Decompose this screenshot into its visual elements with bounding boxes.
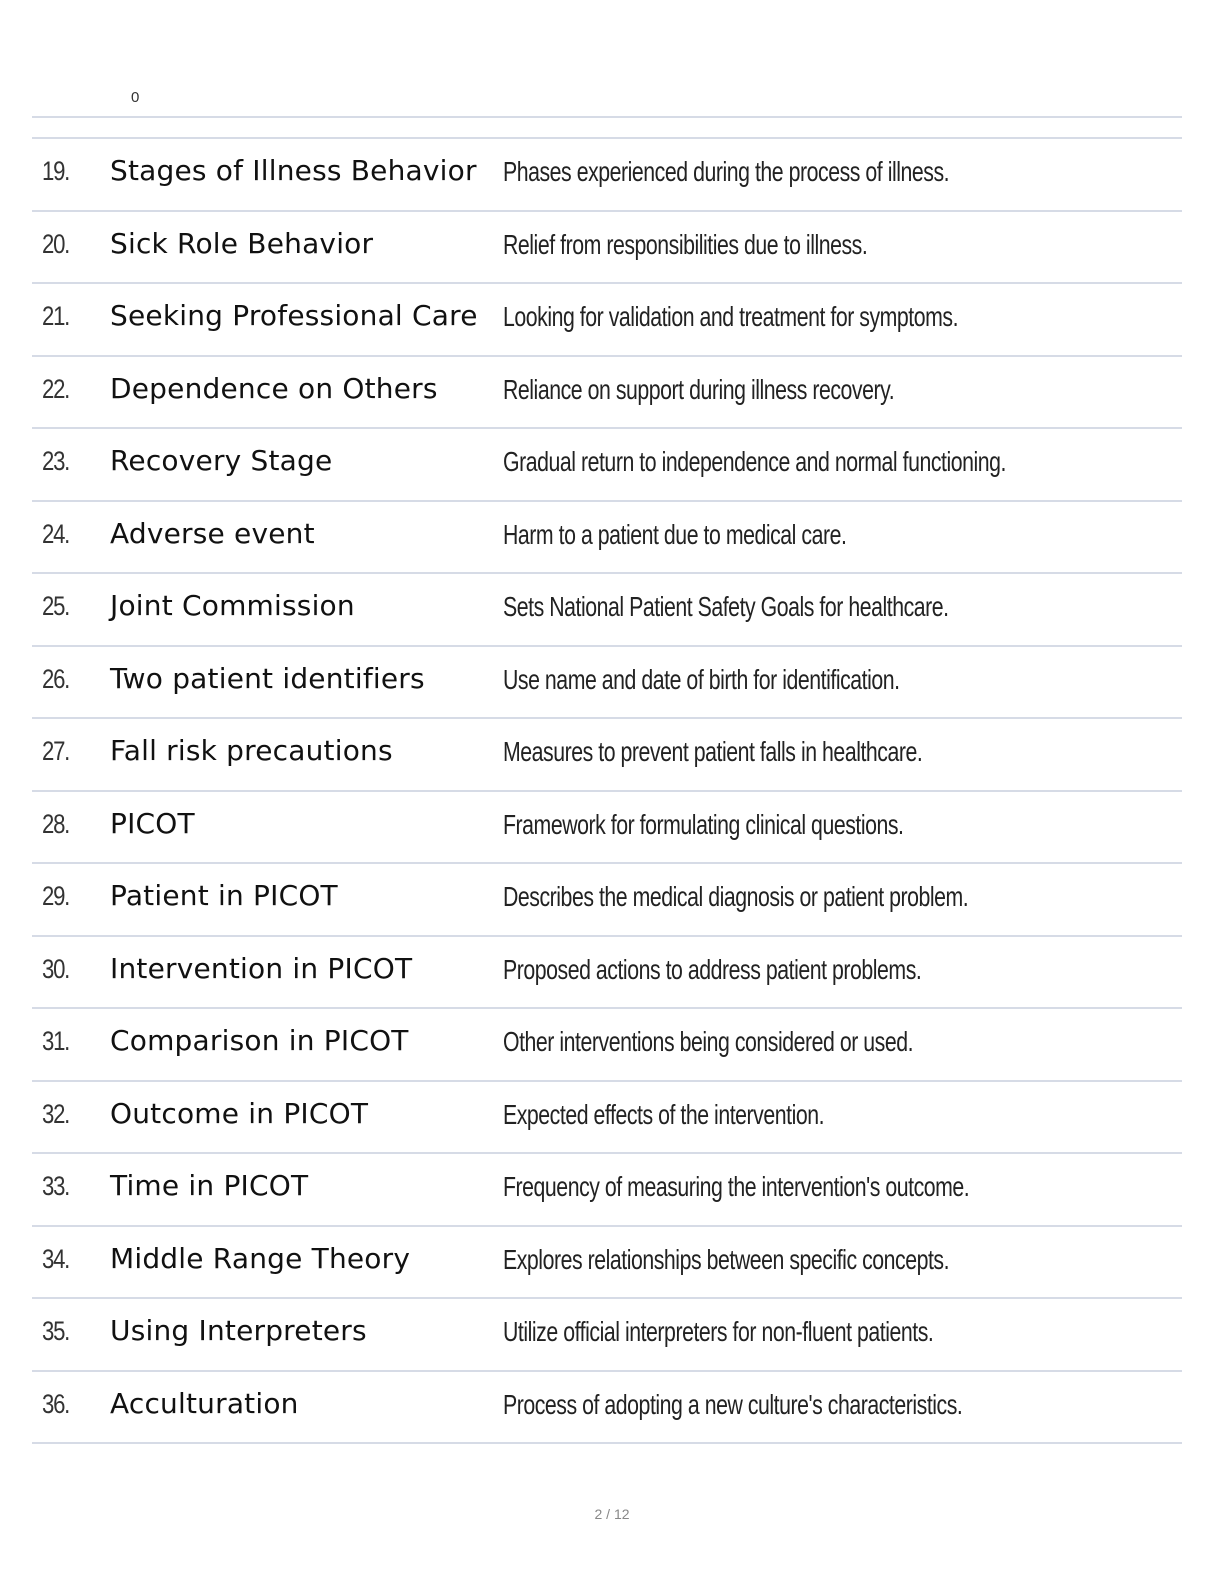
table-row [32,1154,1182,1227]
row-term: Outcome in PICOT [110,1096,369,1130]
header-marker: 0 [131,89,140,106]
row-number: 35. [42,1316,70,1346]
row-definition: Sets National Patient Safety Goals for healthcare. [503,591,949,622]
row-term: Comparison in PICOT [110,1024,409,1057]
row-number: 25. [42,591,70,621]
table-row [32,212,1182,285]
row-number: 26. [42,663,70,694]
table-row [32,1299,1182,1372]
table-row [32,502,1182,575]
row-number: 19. [42,156,70,186]
row-number: 30. [42,953,70,984]
row-number: 32. [42,1098,70,1129]
row-definition: Looking for validation and treatment for symptoms. [503,301,959,332]
row-term: Patient in PICOT [110,879,338,912]
row-definition: Relief from responsibilities due to illness. [503,228,868,260]
row-term: Acculturation [110,1386,299,1420]
table-row [32,1227,1182,1300]
row-term: Two patient identifiers [110,661,425,695]
row-term: Recovery Stage [110,444,333,477]
row-definition: Expected effects of the intervention. [503,1098,825,1130]
row-term: Sick Role Behavior [110,226,374,260]
table-row [32,647,1182,720]
row-definition: Other interventions being considered or used. [503,1026,914,1057]
row-term: Stages of Illness Behavior [110,154,477,187]
row-number: 34. [42,1243,70,1274]
row-number: 23. [42,446,70,476]
row-term: Adverse event [110,516,315,550]
row-term: Seeking Professional Care [110,299,478,332]
row-definition: Measures to prevent patient falls in healthcare. [503,736,923,767]
table-row [32,937,1182,1010]
row-term: Using Interpreters [110,1314,367,1347]
row-term: Dependence on Others [110,371,438,405]
row-definition: Proposed actions to address patient problems. [503,953,922,985]
row-definition: Reliance on support during illness recovery. [503,373,895,405]
table-row [32,574,1182,647]
row-number: 29. [42,881,70,911]
row-number: 27. [42,736,70,766]
header-divider [32,116,1182,118]
row-term: PICOT [110,806,195,840]
table-row [32,864,1182,937]
row-definition: Phases experienced during the process of illness. [503,156,950,187]
row-definition: Gradual return to independence and normal functioning. [503,446,1007,477]
row-definition: Framework for formulating clinical questions. [503,808,904,840]
row-number: 20. [42,228,70,259]
table-row [32,719,1182,792]
row-number: 31. [42,1026,70,1056]
table-row [32,1082,1182,1155]
row-number: 24. [42,518,70,549]
row-term: Middle Range Theory [110,1241,411,1275]
table-row [32,357,1182,430]
table-row [32,139,1182,212]
row-number: 36. [42,1388,70,1419]
row-definition: Frequency of measuring the intervention's outcome. [503,1171,970,1202]
row-definition: Explores relationships between specific concepts. [503,1243,950,1275]
table-row [32,284,1182,357]
table-row [32,1372,1182,1445]
row-definition: Utilize official interpreters for non-fluent patients. [503,1316,934,1347]
table-row [32,1009,1182,1082]
row-definition: Describes the medical diagnosis or patient problem. [503,881,969,912]
row-number: 28. [42,808,70,839]
row-definition: Harm to a patient due to medical care. [503,518,847,550]
row-definition: Use name and date of birth for identification. [503,663,900,695]
row-term: Time in PICOT [110,1169,309,1202]
row-number: 21. [42,301,70,331]
row-term: Joint Commission [110,589,355,622]
term-table [32,139,1182,1444]
row-number: 33. [42,1171,70,1201]
row-definition: Process of adopting a new culture's characteristics. [503,1388,963,1420]
page-number: 2 / 12 [594,1506,630,1522]
row-term: Intervention in PICOT [110,951,413,985]
row-number: 22. [42,373,70,404]
table-row [32,429,1182,502]
table-row [32,792,1182,865]
row-term: Fall risk precautions [110,734,393,767]
